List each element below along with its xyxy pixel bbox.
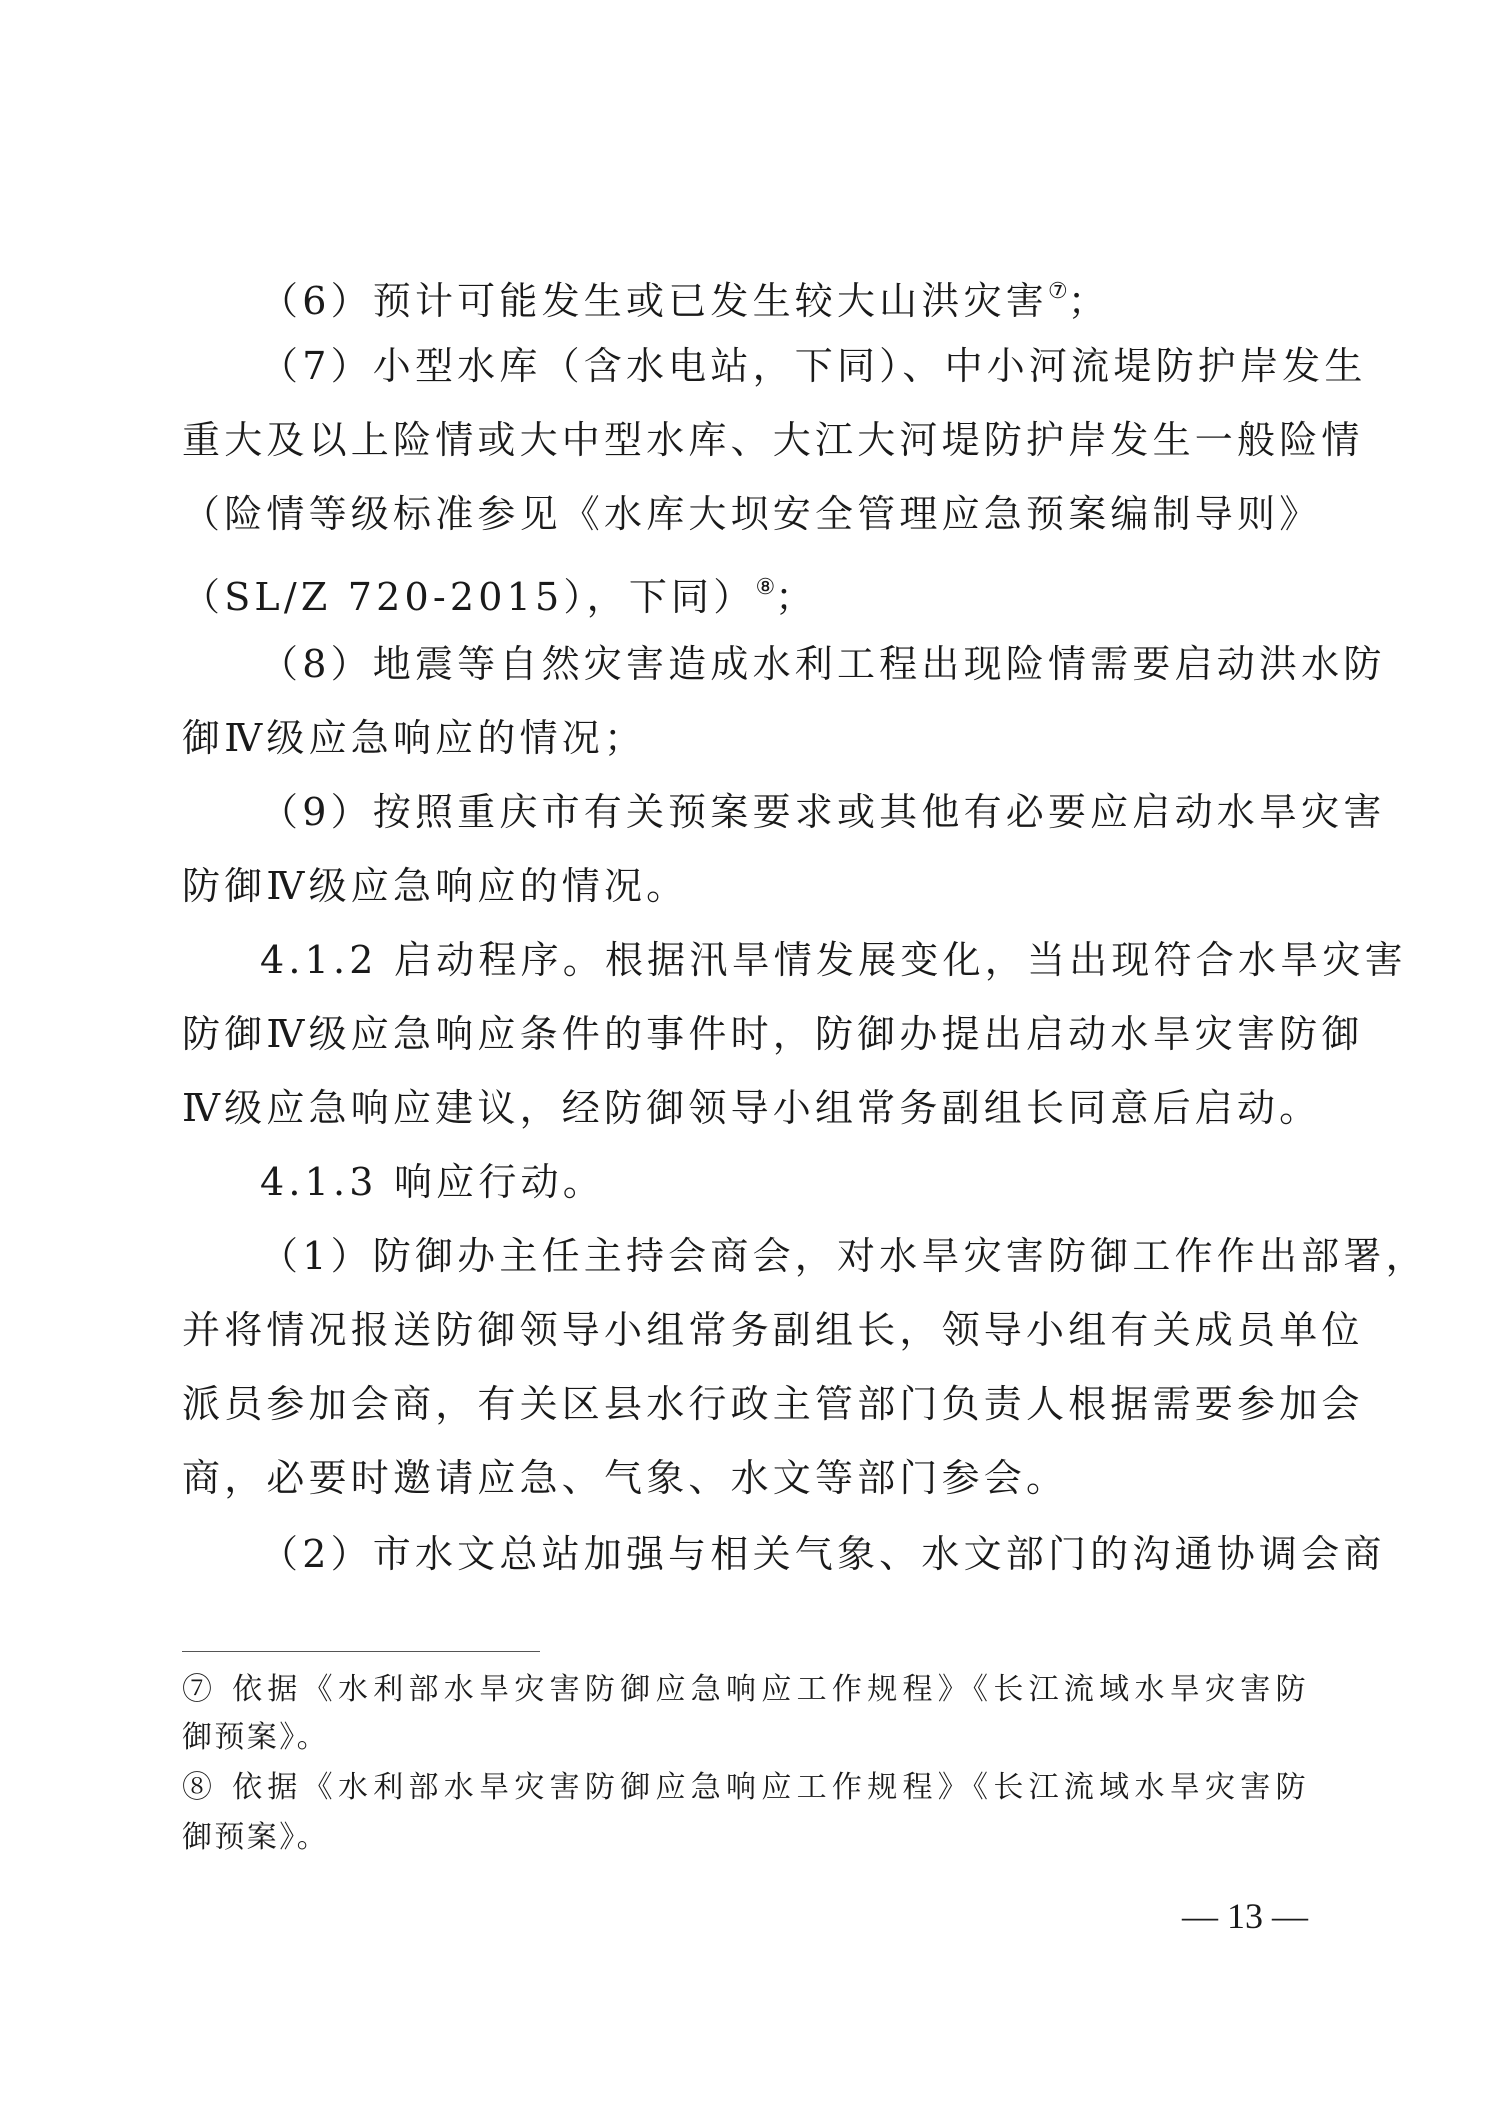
body-line: 御Ⅳ级应急响应的情况； — [182, 716, 647, 760]
section-4-1-3: 4.1.3 响应行动。 — [260, 1160, 605, 1204]
body-line: 防御Ⅳ级应急响应条件的事件时，防御办提出启动水旱灾害防御 — [182, 1012, 1364, 1056]
footnote-7: ⑦ 依据《水利部水旱灾害防御应急响应工作规程》《长江流域水旱灾害防 — [182, 1672, 1308, 1707]
body-line: 重大及以上险情或大中型水库、大江大河堤防护岸发生一般险情 — [182, 418, 1364, 462]
body-line: （9）按照重庆市有关预案要求或其他有必要应启动水旱灾害 — [260, 790, 1386, 834]
body-line: （险情等级标准参见《水库大坝安全管理应急预案编制导则》 — [182, 492, 1322, 536]
body-line: 商，必要时邀请应急、气象、水文等部门参会。 — [182, 1456, 1069, 1500]
body-line: 派员参加会商，有关区县水行政主管部门负责人根据需要参加会 — [182, 1382, 1364, 1426]
body-line: （SL/Z 720-2015），下同）⑧； — [182, 575, 818, 619]
footnote-7-cont: 御预案》。 — [182, 1720, 329, 1755]
body-line: （7）小型水库（含水电站，下同）、中小河流堤防护岸发生 — [260, 344, 1367, 388]
footnote-marker: ⑦ — [1047, 279, 1068, 304]
body-line: （8）地震等自然灾害造成水利工程出现险情需要启动洪水防 — [260, 642, 1386, 686]
body-line: （6）预计可能发生或已发生较大山洪灾害⑦； — [260, 279, 1110, 323]
page-number: — 13 — — [1182, 1896, 1308, 1936]
footnote-8-cont: 御预案》。 — [182, 1820, 329, 1855]
footnote-divider — [182, 1651, 540, 1652]
footnote-marker: ⑧ — [755, 575, 776, 600]
body-line: 防御Ⅳ级应急响应的情况。 — [182, 864, 689, 908]
body-line: （1）防御办主任主持会商会，对水旱灾害防御工作作出部署， — [260, 1234, 1428, 1278]
section-4-1-2: 4.1.2 启动程序。根据汛旱情发展变化，当出现符合水旱灾害 — [260, 938, 1407, 982]
body-line: Ⅳ级应急响应建议，经防御领导小组常务副组长同意后启动。 — [182, 1086, 1322, 1130]
body-line: 并将情况报送防御领导小组常务副组长，领导小组有关成员单位 — [182, 1308, 1364, 1352]
body-line: （2）市水文总站加强与相关气象、水文部门的沟通协调会商 — [260, 1532, 1386, 1576]
footnote-8: ⑧ 依据《水利部水旱灾害防御应急响应工作规程》《长江流域水旱灾害防 — [182, 1770, 1308, 1805]
